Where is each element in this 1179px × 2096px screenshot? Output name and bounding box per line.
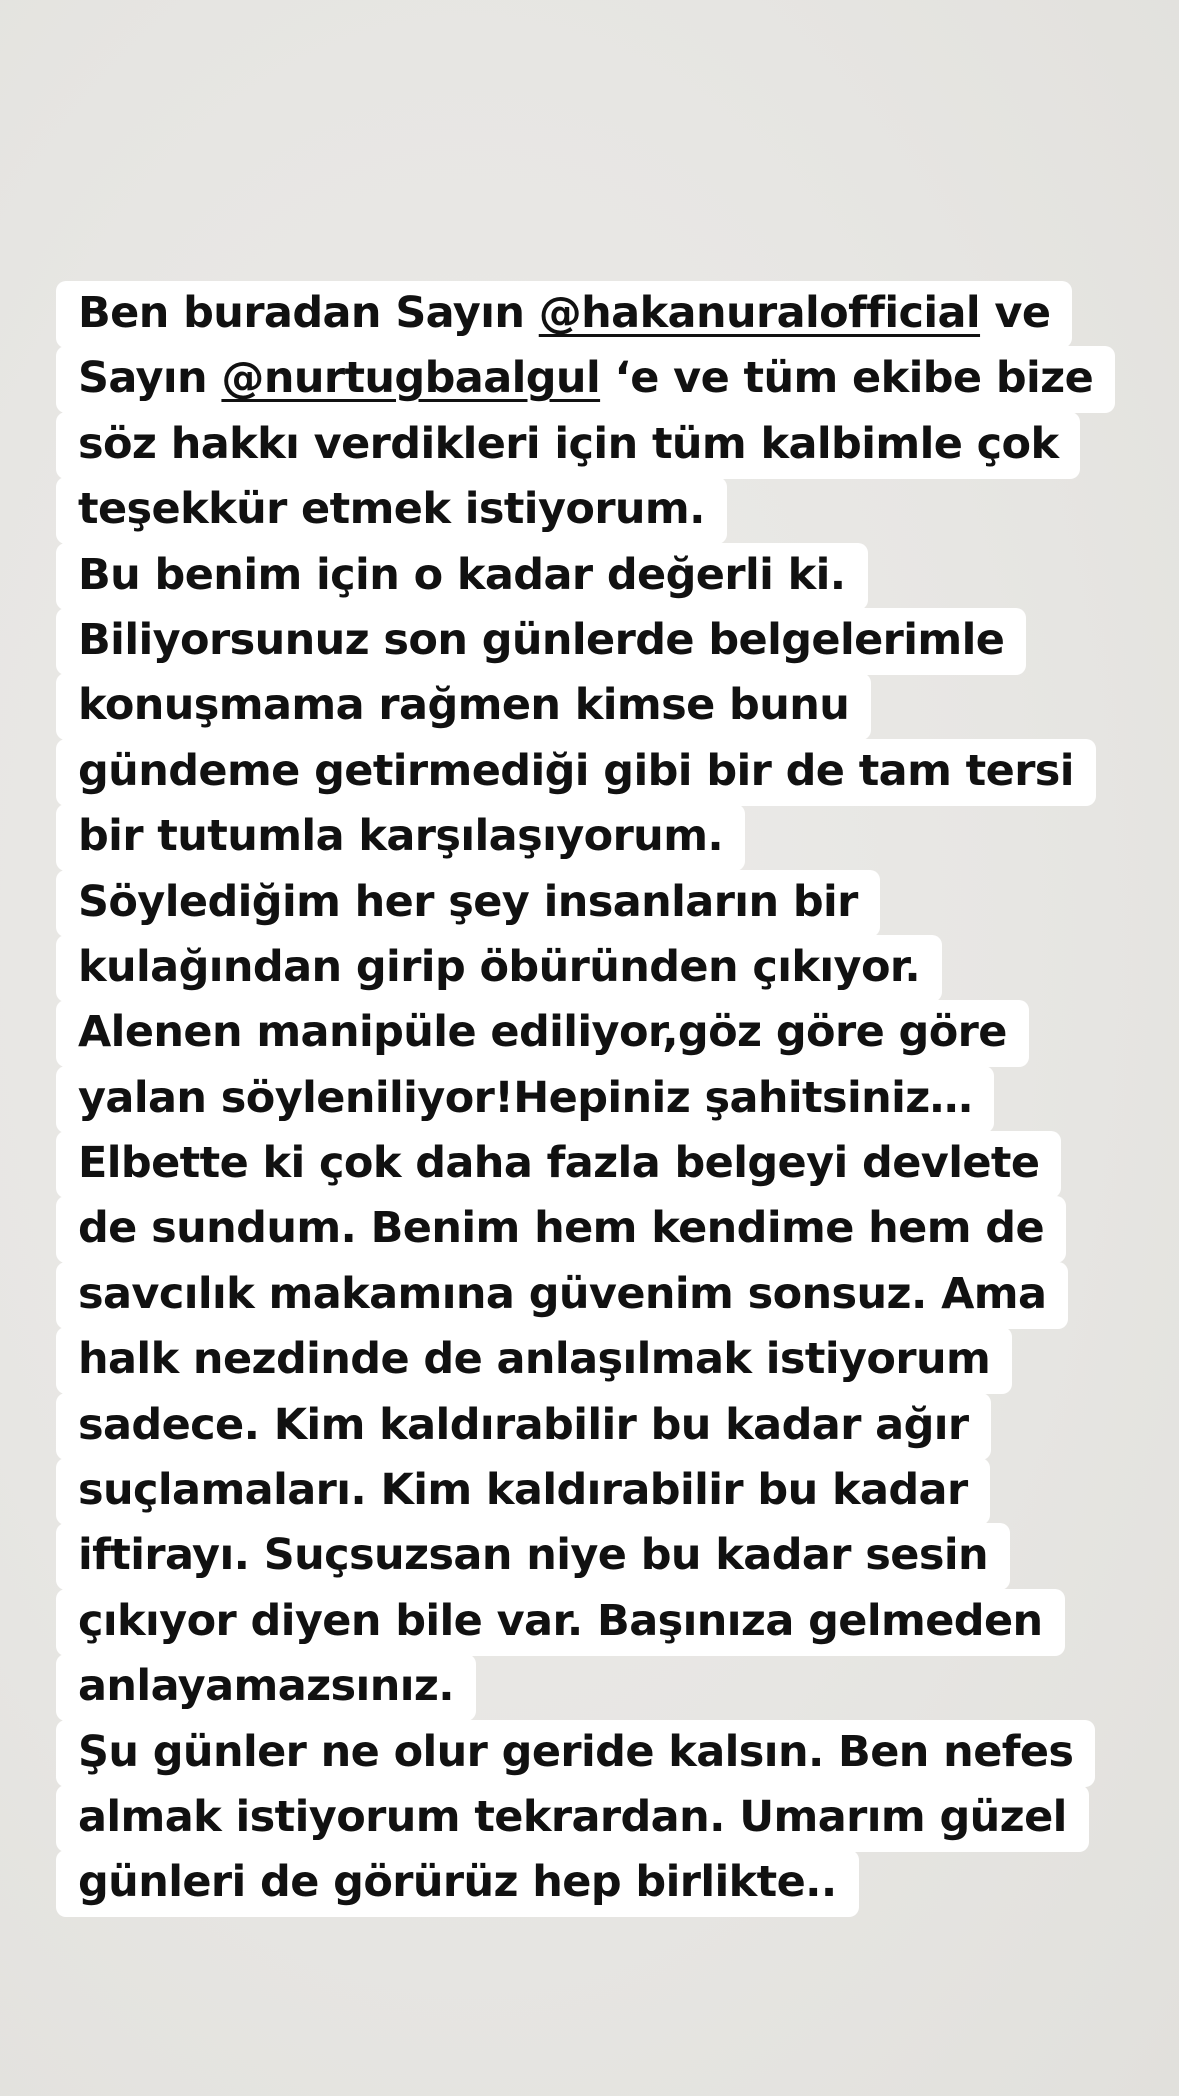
text-fragment: Alenen manipüle ediliyor,göz göre göre [78, 1007, 1007, 1058]
text-highlight [56, 281, 1072, 348]
text-highlight [56, 1654, 476, 1721]
text-fragment: Elbette ki çok daha fazla belgeyi devlete [78, 1138, 1040, 1189]
story-text-line [56, 1327, 1166, 1392]
story-text-line [56, 870, 1166, 935]
text-highlight [56, 1720, 1095, 1787]
text-highlight [56, 608, 1026, 675]
story-text-line [56, 1654, 1166, 1719]
text-fragment: bir tutumla karşılaşıyorum. [78, 811, 724, 862]
text-fragment: teşekkür etmek istiyorum. [78, 484, 705, 535]
text-highlight [56, 1131, 1061, 1198]
text-fragment: suçlamaları. Kim kaldırabilir bu kadar [78, 1465, 968, 1516]
story-text-line [56, 1196, 1166, 1261]
text-fragment: konuşmama rağmen kimse bunu [78, 680, 850, 731]
text-fragment: Ben buradan Sayın [78, 288, 539, 338]
story-text-line [56, 1131, 1166, 1196]
text-highlight [56, 1000, 1029, 1067]
text-fragment: de sundum. Benim hem kendime hem de [78, 1203, 1045, 1254]
text-fragment: çıkıyor diyen bile var. Başınıza gelmeden [78, 1595, 1043, 1646]
text-fragment: kulağından girip öbüründen çıkıyor. [78, 941, 921, 992]
text-fragment: Söylediğim her şey insanların bir [78, 876, 858, 927]
text-highlight [56, 477, 727, 544]
text-highlight [56, 804, 745, 871]
text-highlight [56, 1589, 1065, 1656]
text-fragment: almak istiyorum tekrardan. Umarım güzel [78, 1791, 1067, 1842]
story-text-line [56, 1066, 1166, 1131]
text-fragment: savcılık makamına güvenim sonsuz. Ama [78, 1268, 1047, 1319]
text-fragment: Biliyorsunuz son günlerde belgelerimle [78, 614, 1005, 665]
story-text-line [56, 608, 1166, 673]
story-text-line [56, 281, 1166, 346]
text-highlight [56, 673, 871, 740]
story-text-line [56, 1458, 1166, 1523]
story-text-line [56, 1720, 1166, 1785]
story-text-line [56, 1000, 1166, 1065]
text-fragment: ‘e ve tüm ekibe bize [600, 353, 1094, 404]
text-fragment: sadece. Kim kaldırabilir bu kadar ağır [78, 1399, 969, 1450]
text-highlight [56, 1393, 991, 1460]
text-fragment: Sayın [78, 353, 222, 404]
text-fragment: gündeme getirmediği gibi bir de tam tersi [78, 745, 1074, 796]
text-highlight [56, 1066, 994, 1133]
story-text-line [56, 1393, 1166, 1458]
text-fragment: günleri de görürüz hep birlikte.. [78, 1857, 837, 1908]
text-highlight [56, 1196, 1066, 1263]
story-text-line [56, 1850, 1166, 1915]
text-fragment: söz hakkı verdikleri için tüm kalbimle çok [78, 418, 1059, 469]
story-text-line [56, 804, 1166, 869]
user-mention-link[interactable]: @hakanuralofficial [538, 288, 981, 338]
text-highlight [56, 870, 880, 937]
text-highlight [56, 543, 868, 610]
story-text-line [56, 1262, 1166, 1327]
text-highlight [56, 739, 1096, 806]
text-fragment: anlayamazsınız. [78, 1661, 455, 1712]
text-highlight [56, 412, 1080, 479]
story-text-line [56, 1523, 1166, 1588]
story-text-line [56, 477, 1166, 542]
story-text-line [56, 935, 1166, 1000]
text-highlight [56, 1327, 1012, 1394]
text-highlight [56, 1262, 1068, 1329]
text-highlight [56, 1523, 1010, 1590]
text-highlight [56, 1850, 859, 1917]
text-highlight [56, 346, 1115, 413]
text-fragment: iftirayı. Suçsuzsan niye bu kadar sesin [78, 1530, 988, 1581]
text-highlight [56, 1458, 990, 1525]
story-text-line [56, 673, 1166, 738]
text-highlight [56, 1785, 1089, 1852]
story-text-line [56, 1589, 1166, 1654]
text-fragment: yalan söyleniliyor!Hepiniz şahitsiniz… [78, 1072, 973, 1123]
text-highlight [56, 935, 942, 1002]
text-fragment: halk nezdinde de anlaşılmak istiyorum [78, 1334, 991, 1385]
story-text-block [56, 281, 1166, 1916]
text-fragment: Bu benim için o kadar değerli ki. [78, 549, 846, 600]
user-mention-link[interactable]: @nurtugbaalgul [221, 353, 601, 404]
story-text-line [56, 346, 1166, 411]
story-text-line [56, 739, 1166, 804]
story-text-line [56, 543, 1166, 608]
story-text-line [56, 1785, 1166, 1850]
text-fragment: Şu günler ne olur geride kalsın. Ben nefes [78, 1726, 1074, 1777]
text-fragment: ve [980, 288, 1051, 338]
story-text-line [56, 412, 1166, 477]
